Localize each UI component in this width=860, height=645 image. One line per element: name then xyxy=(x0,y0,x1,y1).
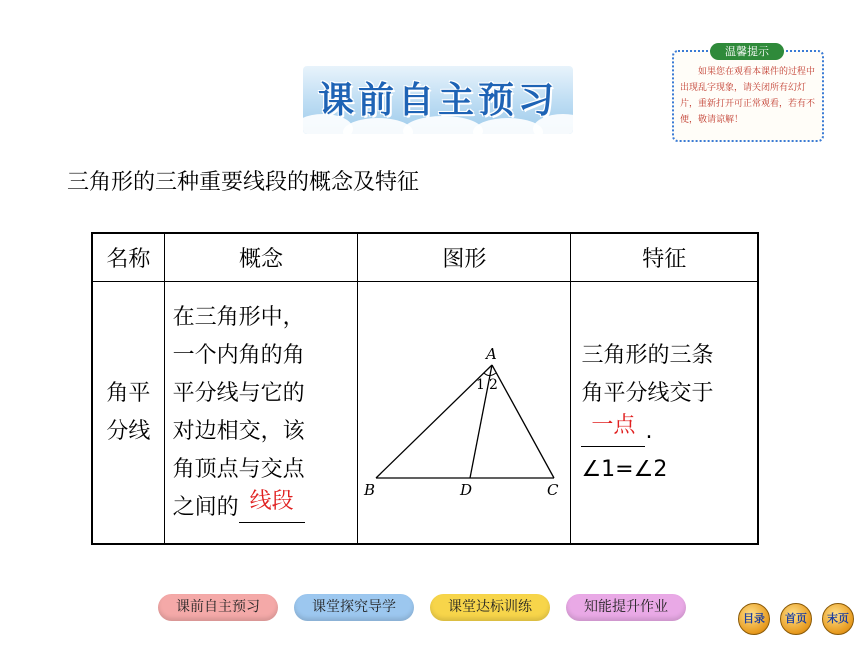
name-line: 角平 xyxy=(106,380,151,406)
definition-line: 角顶点与交点 xyxy=(172,456,305,482)
banner-title: 课前自主预习 xyxy=(317,80,558,121)
nav-tab-preview[interactable]: 课前自主预习 xyxy=(158,594,278,621)
label-d: D xyxy=(460,480,473,499)
name-line: 分线 xyxy=(106,418,151,444)
definition-blank xyxy=(239,488,305,523)
feature-answer: 一点 xyxy=(591,412,636,438)
home-button[interactable]: 首页 xyxy=(780,603,812,635)
definition-line: 在三角形中， xyxy=(172,304,305,330)
header-definition: 概念 xyxy=(164,233,358,282)
table-header-row xyxy=(92,233,758,282)
feature-line: 角平分线交于 xyxy=(581,380,714,406)
definition-line: 一个内角的角 xyxy=(172,342,305,368)
angle-bisector-figure xyxy=(358,323,570,503)
definition-line: 对边相交，该 xyxy=(172,418,305,444)
label-angle-1: 1 xyxy=(476,376,486,393)
feature-equation: ∠1=∠2 xyxy=(581,456,668,482)
last-page-button[interactable]: 末页 xyxy=(822,603,854,635)
feature-period: . xyxy=(645,418,653,444)
side-ab xyxy=(376,365,492,478)
definition-answer: 线段 xyxy=(249,488,294,514)
nav-tab-explore[interactable]: 课堂探究导学 xyxy=(294,594,414,621)
side-ac xyxy=(492,365,554,478)
definition-prefix: 之间的 xyxy=(172,494,239,520)
definition-line: 平分线与它的 xyxy=(172,380,305,406)
header-figure: 图形 xyxy=(358,233,571,282)
figure-cell xyxy=(358,282,571,545)
table-row xyxy=(92,282,758,545)
feature-blank xyxy=(581,412,645,447)
definition-last-line xyxy=(173,489,358,527)
label-angle-2: 2 xyxy=(489,376,499,393)
intro-heading: 三角形的三种重要线段的概念及特征 xyxy=(67,170,420,195)
nav-tab-practice[interactable]: 课堂达标训练 xyxy=(430,594,550,621)
feature-cell xyxy=(571,282,758,545)
tip-box xyxy=(672,45,824,142)
header-name: 名称 xyxy=(92,233,164,282)
feature-line: 三角形的三条 xyxy=(581,342,714,368)
concept-table xyxy=(91,232,759,545)
header-feature: 特征 xyxy=(571,233,758,282)
feature-blank-line xyxy=(581,413,757,451)
figure-wrap xyxy=(358,323,570,503)
label-c: C xyxy=(547,480,559,499)
tip-text: 如果您在观看本课件的过程中出现乱字现象，请关闭所有幻灯片，重新打开可正常观看，若有不便，敬请谅解！ xyxy=(680,67,816,125)
name-cell xyxy=(92,282,164,545)
tip-header: 温馨提示 xyxy=(710,43,784,60)
section-banner xyxy=(303,66,573,134)
nav-tab-homework[interactable]: 知能提升作业 xyxy=(566,594,686,621)
toc-button[interactable]: 目录 xyxy=(738,603,770,635)
label-b: B xyxy=(364,480,376,499)
label-a: A xyxy=(486,344,498,363)
definition-cell xyxy=(164,282,358,545)
